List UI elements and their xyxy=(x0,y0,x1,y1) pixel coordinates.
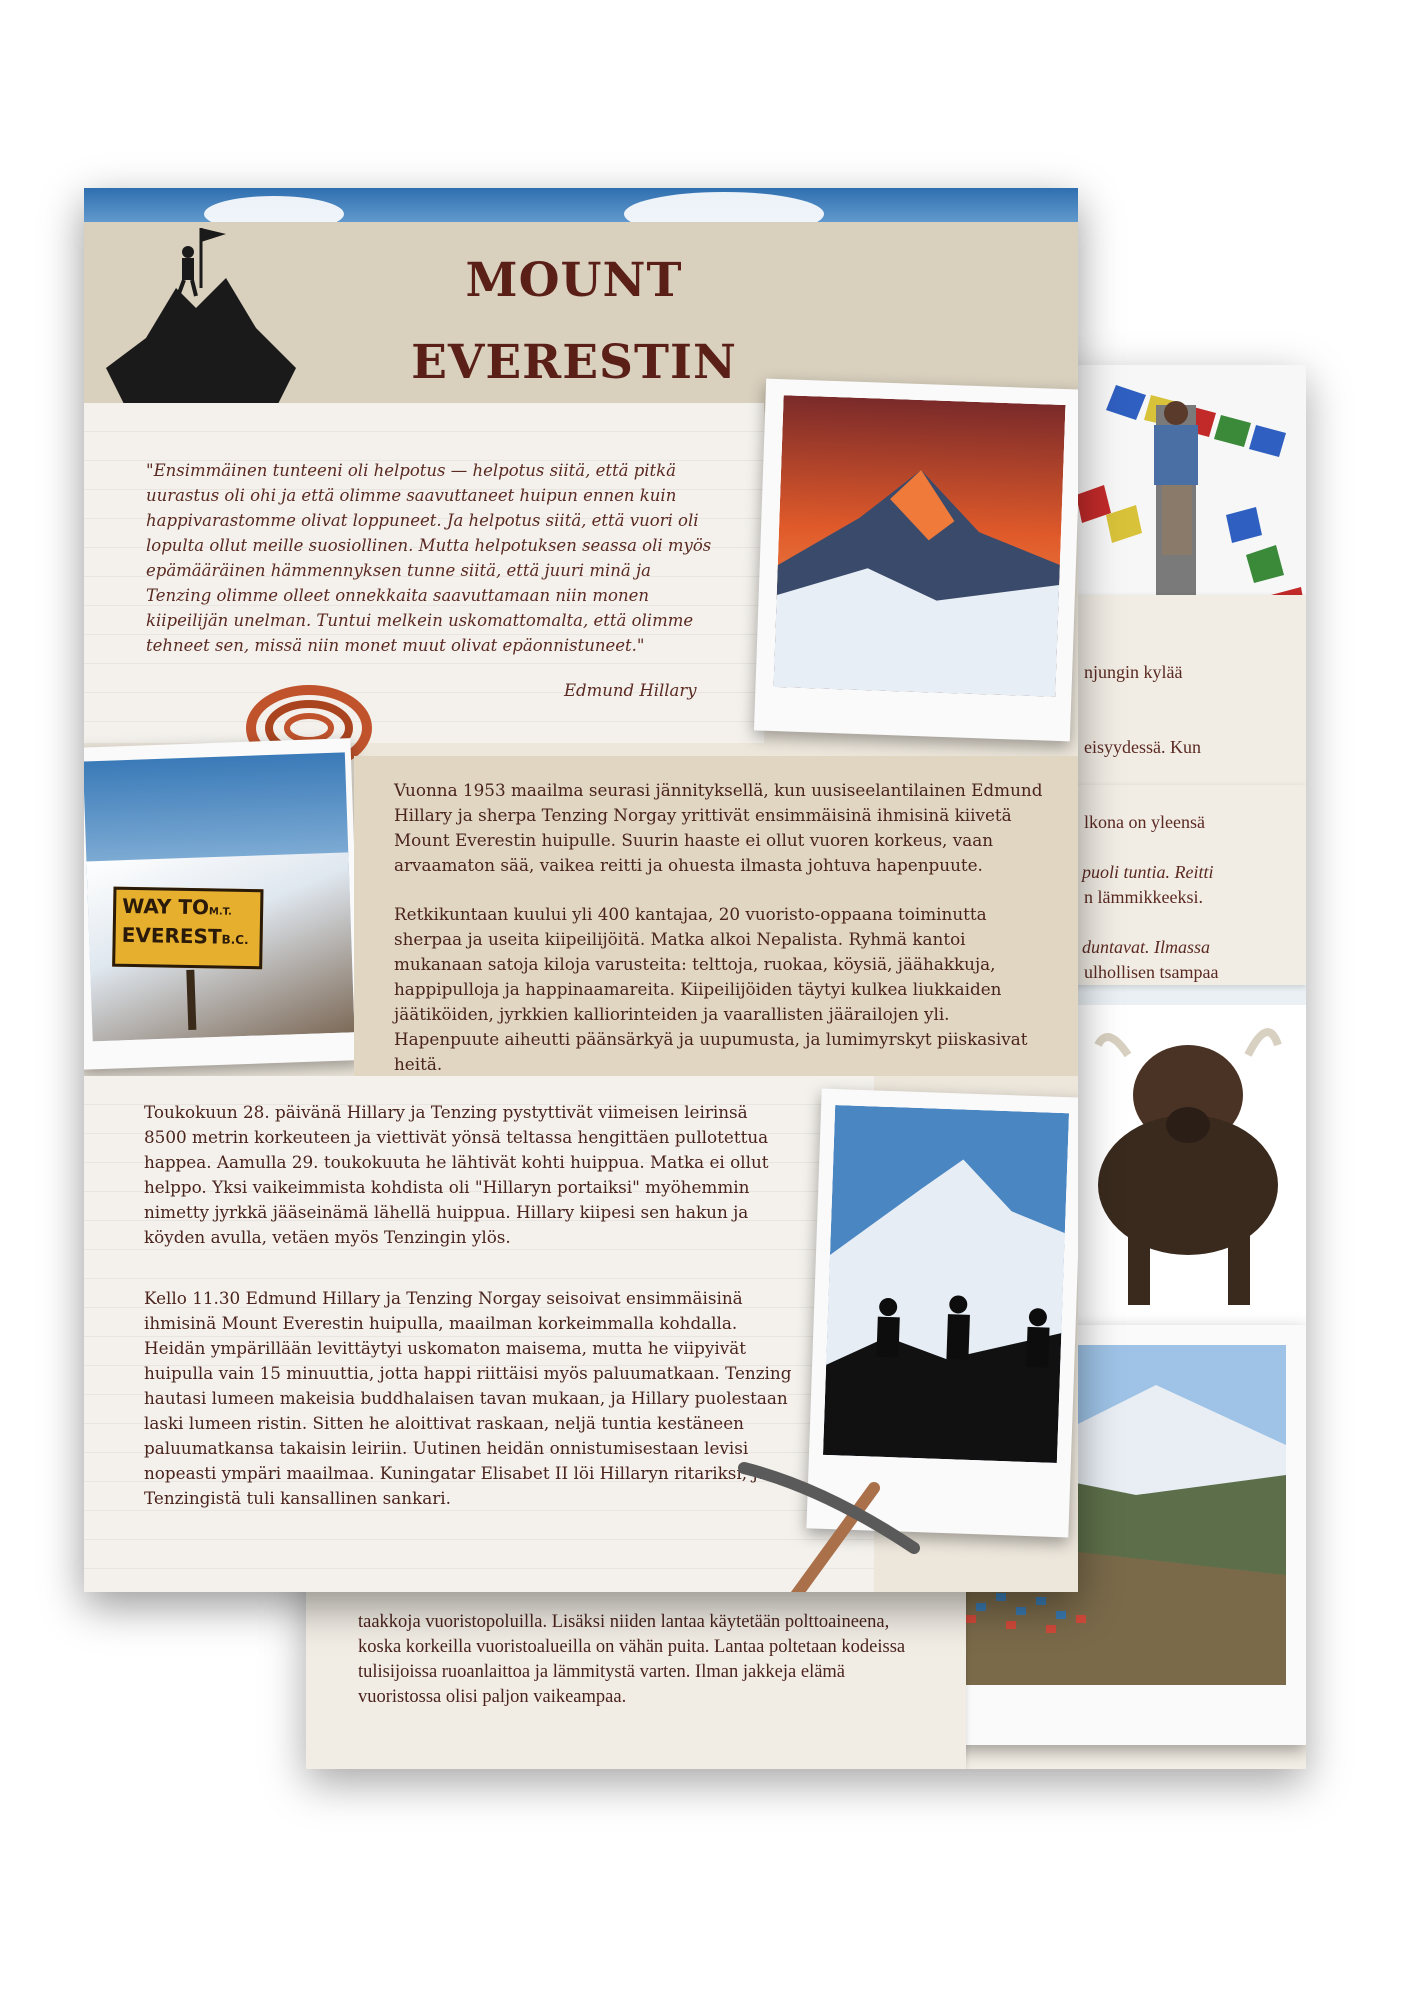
everest-sunset-polaroid xyxy=(754,379,1078,742)
paragraph-1: Vuonna 1953 maailma seurasi jännityksellä, kun uusiseelantilainen Edmund Hillary ja sherpa Tenzing Norgay yrittivät ensimmäisinä ihmisinä kiivetä Mount Everestin huipulle. Suurin haaste ei ollut vuoren korkeus, vaan arvaamaton sää, vaikea reitti ja ohuesta ilmasta johtuva hapenpuute. xyxy=(394,780,1043,875)
everest-sunset-photo xyxy=(773,395,1065,697)
sign-text-1-small: M.T. xyxy=(208,906,232,918)
paragraph-2: Retkikuntaan kuului yli 400 kantajaa, 20 vuoristo-oppaana toiminutta sherpaa ja useita kiipeilijöitä. Matka alkoi Nepalista. Ryhmä kantoi mukanaan satoja kiloja varusteita: telttoja, ruokaa, köysiä, jäähakkuja, happipulloja ja happinaamareita. Kiipeilijöiden täytyi kulkea liukkaiden jäätiköiden, jyrkkien kalliorinteiden ja vaarallisten jäärailojen yli. Hapenpuute aiheutti päänsärkyä ja uupumusta, ja lumimyrskyt piiskasivat heitä. xyxy=(394,904,1028,1074)
sign-text-2-small: B.C. xyxy=(221,932,249,948)
way-to-everest-polaroid xyxy=(84,738,362,1070)
sign-text-1: WAY TO xyxy=(121,893,210,920)
climbers-silhouette-photo xyxy=(823,1105,1069,1463)
hillary-quote: "Ensimmäinen tunteeni oli helpotus — helpotus siitä, että pitkä uurastus oli ohi ja että olimme saavuttaneet huipun ennen kuin happivarastomme olivat loppuneet. Ja helpotus siitä, että vuori oli lopulta ollut meille suosiollinen. Mutta helpotuksen seassa oli myös epämääräinen hämmennyksen tunne siitä, että juuri minä ja Tenzing olimme olleet onnekkaita saavuttamaan niin monen kiipeilijän unelman. Tuntui melkein uskomattomalta, että olimme tehneet sen, missä niin monet muut olivat epäonnistuneet." xyxy=(146,461,712,655)
everest-sign xyxy=(112,887,263,970)
summit-climber-icon xyxy=(106,218,296,408)
back-right-text-1: njungin kylää eisyydessä. Kun lkona on yleensä n lämmikkeeksi. ulhollisen tsampaa xyxy=(1084,662,1219,982)
yak-illustration xyxy=(1078,1005,1306,1325)
back-bottom-text: taakkoja vuoristopoluilla. Lisäksi niiden lantaa käytetään polttoaineena, koska korkeilla vuoristoalueilla on vähän puita. Lantaa poltetaan kodeissa tulisijoissa ruoanlaittoa ja lämmitystä varten. Ilman jakkeja elämä vuoristossa olisi paljon vaikeampaa. xyxy=(358,1611,906,1707)
sign-text-2: EVEREST xyxy=(121,922,222,949)
quote-author: Edmund Hillary xyxy=(564,681,697,700)
front-page xyxy=(84,188,1078,1592)
ice-axe-icon xyxy=(724,1448,924,1592)
back-right-text-2: puoli tuntia. Reitti duntavat. Ilmassa xyxy=(1082,862,1214,957)
paragraph-4: Kello 11.30 Edmund Hillary ja Tenzing Norgay seisoivat ensimmäisinä ihmisinä Mount Everestin huipulla, maailman korkeimmalla kohdalla. Heidän ympärillään levittäytyi uskomaton maisema, mutta he viipyivät huipulla vain 15 minuuttia, jotta happi riittäisi myös paluumatkaan. Tenzing hautasi lumeen makeisia buddhalaisen tavan mukaan, ja Hillary puolestaan laski lumeen ristin. Sitten he aloittivat raskaan, neljä tuntia kestäneen paluumatkansa takaisin leiriin. Uutinen heidän onnistumisestaan levisi nopeasti ympäri maailmaa. Kuningatar Elisabet II löi Hillaryn ritariksi, ja Tenzingistä tuli kansallinen sankari. xyxy=(144,1288,792,1508)
yak-photo xyxy=(1078,1005,1306,1325)
title-line-1: MOUNT EVERESTIN xyxy=(411,253,737,390)
way-to-everest-photo xyxy=(84,752,355,1041)
paragraph-3: Toukokuun 28. päivänä Hillary ja Tenzing pystyttivät viimeisen leirinsä 8500 metrin korkeuteen ja viettivät yönsä teltassa hengittäen pullotettua happea. Aamulla 29. toukokuuta he lähtivät kohti huippua. Matka ei ollut helppo. Yksi vaikeimmista kohdista oli "Hillaryn portaiksi" myöhemmin nimetty jyrkkä jääseinämä lähellä huippua. Hillary kiipesi sen hakun ja köyden avulla, vetäen myös Tenzingin ylös. xyxy=(144,1102,769,1247)
